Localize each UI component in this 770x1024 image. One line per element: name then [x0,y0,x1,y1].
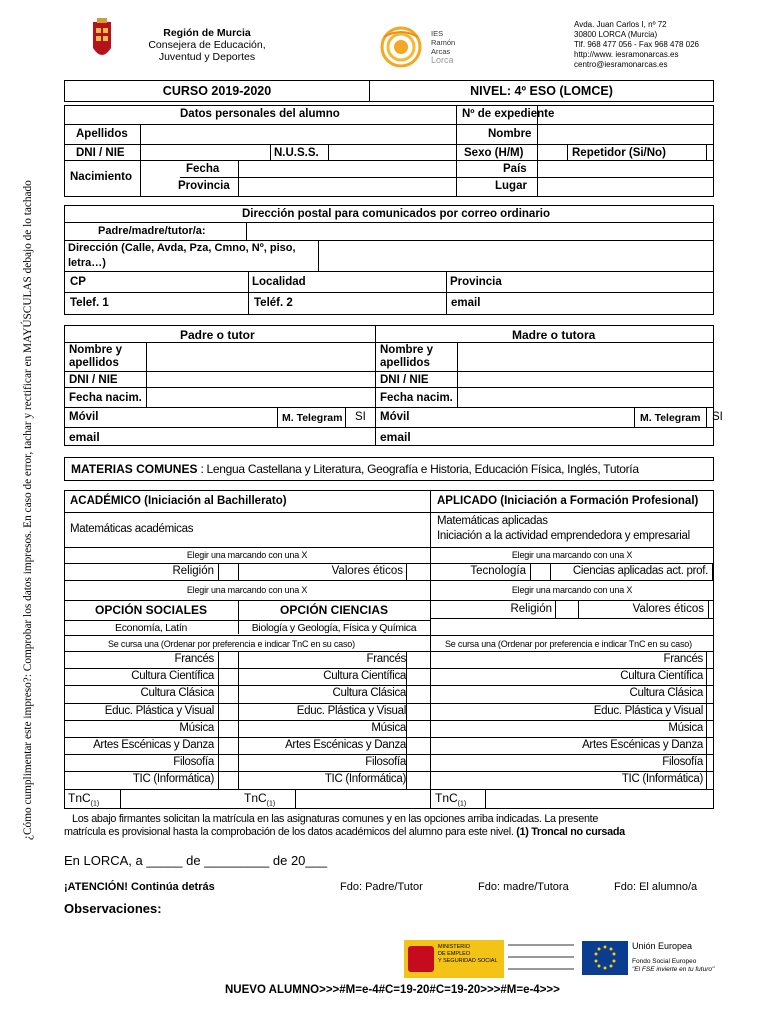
aplicado-tecnologia: Tecnología [470,565,526,577]
row-divider [64,754,714,755]
academico-ciencias-optativa: Educ. Plástica y Visual [296,704,406,717]
madre-fecha-field[interactable] [458,388,713,406]
apellidos-label: Apellidos [76,128,128,140]
date-line: En LORCA, a _____ de _________ de 20___ [64,853,328,868]
school-address [574,20,699,70]
region-title: Región de Murcia [163,27,251,39]
academico-ciencias-optativa: Francés [366,653,406,665]
school-logo-line4: Lorca [431,55,454,65]
address-line1: Avda. Juan Carlos I, nº 72 [574,20,667,29]
aplicado-optativa: Educ. Plástica y Visual [593,704,703,717]
tnc-sub: (1) [90,800,100,808]
notice-line1: Los abajo firmantes solicitan la matrícula en las asignaturas comunes y en las opciones arriba indicadas. La presente [72,813,599,825]
padre-telegram-label: M. Telegram [282,412,343,424]
madre-telegram-si[interactable]: SI [712,411,723,423]
aplicado-elegir-1: Elegir una marcando con una X [511,550,633,560]
telef1-field[interactable] [120,293,247,314]
tnc-label: TnC [68,791,91,805]
repetidor-label: Repetidor (Si/No) [572,147,666,159]
academico-ciencias-optativa: Filosofía [365,756,406,769]
madre-nombre-label [380,344,433,370]
academico-ciencias-optativa: Artes Escénicas y Danza [285,739,406,751]
aplicado-religion-checkbox[interactable] [556,601,577,617]
expediente-field[interactable] [538,106,713,124]
optativa-order-field[interactable] [407,652,425,667]
school-logo-line1: IES [431,29,444,38]
lugar-label: Lugar [495,180,527,192]
nuss-label: N.U.S.S. [274,147,319,159]
academico-valores: Valores éticos [331,565,403,577]
row-divider [64,720,714,721]
address-provincia-label: Provincia [450,276,502,288]
row-divider [64,703,714,704]
academico-religion-checkbox[interactable] [219,564,237,579]
column-divider [406,651,407,789]
aplicado-optativa: Artes Escénicas y Danza [582,739,703,751]
atencion-label: ¡ATENCIÓN! Continúa detrás [64,881,215,893]
madre-email-label: email [380,430,411,444]
direccion-label-line1: Dirección (Calle, Avda, Pza, Cmno, Nº, piso, [68,242,296,254]
opcion-ciencias: OPCIÓN CIENCIAS [279,603,388,617]
apellidos-field[interactable] [141,125,455,143]
tnc-sub: (1) [266,800,276,808]
address-email-field[interactable] [490,293,713,314]
gobierno-line1: MINISTERIO [438,944,471,950]
academico-sociales-optativa: Cultura Clásica [140,687,214,700]
optativa-order-field[interactable] [407,704,425,719]
aplicado-optativa: Cultura Científica [620,670,703,683]
madre-telegram-label: M. Telegram [640,412,701,424]
optativa-order-field[interactable] [219,686,237,701]
padre-label: Padre/madre/tutor/a: [98,225,206,237]
academico-valores-checkbox[interactable] [407,564,429,579]
padre-nombre-line1: Nombre y [69,344,123,356]
row-divider [64,685,714,686]
fdo-padre: Fdo: Padre/Tutor [340,881,423,893]
optativa-order-field[interactable] [407,669,425,684]
gobierno-text [438,944,498,965]
academico-ciencias-optativa: Cultura Científica [323,670,406,683]
consejeria-line2: Juventud y Deportes [158,51,256,63]
curso-label: CURSO 2019-2020 [64,80,370,102]
fse-slogan: "El FSE invierte en tu futuro" [632,966,715,973]
academico-ciencias-optativa: Cultura Clásica [332,687,406,700]
matematicas-academicas: Matemáticas académicas [70,523,194,535]
row-divider [64,737,714,738]
madre-fecha-label: Fecha nacim. [380,392,453,404]
localidad-label: Localidad [252,276,306,288]
materias-text: : Lengua Castellana y Literatura, Geografía e Historia, Educación Física, Inglés, Tutoría [197,462,639,476]
provincia-label: Provincia [178,180,230,192]
nuss-field[interactable] [329,145,455,160]
dni-field[interactable] [141,145,269,160]
opcion-sociales: OPCIÓN SOCIALES [94,603,207,617]
row-divider [64,771,714,772]
tnc-sub: (1) [457,800,467,808]
school-logo-line3: Arcas [431,47,451,56]
madre-nombre-line1: Nombre y [380,344,434,356]
optativa-order-field[interactable] [219,704,237,719]
telef2-field[interactable] [300,293,445,314]
materias-label: MATERIAS COMUNES [71,462,198,476]
padre-email-field[interactable] [110,428,374,445]
optativa-order-field[interactable] [407,721,425,736]
address-provincia-field[interactable] [510,272,713,291]
cp-field[interactable] [110,272,247,291]
observaciones-label: Observaciones: [64,901,162,916]
optativa-order-field[interactable] [219,772,237,787]
fecha-nacimiento-field[interactable] [239,161,455,176]
aplicado-valores: Valores éticos [632,603,704,615]
column-divider [706,651,707,789]
optativa-order-field[interactable] [407,772,425,787]
consejeria-line1: Consejera de Educación, [148,39,266,51]
sexo-field[interactable] [538,145,566,160]
pais-label: País [503,163,527,175]
address-line4: http://www. iesramonarcas.es [574,50,679,59]
union-europea: Unión Europea [632,941,693,951]
address-line2: 30800 LORCA (Murcia) [574,30,658,39]
telef1-label: Telef. 1 [70,297,109,309]
madre-dni-label: DNI / NIE [380,374,429,386]
cp-label: CP [70,276,86,288]
direccion-field[interactable] [319,241,713,270]
telef2-label: Teléf. 2 [254,297,293,309]
fdo-madre: Fdo: madre/Tutora [478,881,569,893]
notice-bold: (1) Troncal no cursada [513,826,625,838]
lugar-field[interactable] [538,178,713,196]
nacimiento-label: Nacimiento [70,171,132,183]
pais-field[interactable] [538,161,713,176]
academico-sociales-optativa: Educ. Plástica y Visual [104,704,214,717]
personal-title: Datos personales del alumno [180,108,340,120]
dni-label: DNI / NIE [76,147,125,159]
academico-ciencias-optativa: Música [371,721,406,734]
sexo-label: Sexo (H/M) [464,147,524,159]
iniciacion-emprendedora: Iniciación a la actividad emprendedora y empresarial [437,530,690,542]
padre-title: Padre o tutor [180,328,255,342]
aplicado-optativa: Música [668,721,703,734]
school-sun-logo [378,25,426,69]
aplicado-religion: Religión [510,603,552,615]
aplicado-optativa: Francés [663,653,703,665]
academico-sociales-optativa: Francés [174,653,214,665]
nombre-field[interactable] [538,125,713,143]
eu-flag-icon [582,941,628,975]
academico-sociales-optativa: Filosofía [173,756,214,769]
sidebar-instructions: ¿Cómo cumplimentar este impreso?: Comprobar los datos impresos. En caso de error, tachar y rectificar en MAYÚSCULAS debajo de lo tachado [22,180,34,840]
localidad-field[interactable] [318,272,445,291]
academico-elegir-1: Elegir una marcando con una X [186,550,308,560]
madre-title: Madre o tutora [512,328,596,342]
padre-dni-label: DNI / NIE [69,374,118,386]
gobierno-line3: Y SEGURIDAD SOCIAL [438,958,498,964]
optativa-order-field[interactable] [219,755,237,770]
padre-telegram-si[interactable]: SI [355,411,366,423]
aplicado-optativa: Filosofía [662,756,703,769]
column-divider [218,651,219,789]
barcode-text: NUEVO ALUMNO>>>#M=e-4#C=19-20#C=19-20>>>#M=e-4>>> [225,984,560,996]
ministry-sub-logo [508,940,574,978]
fondo-social: Fondo Social Europeo [632,958,697,965]
notice-line2-text: matrícula es provisional hasta la comprobación de los datos académicos del alumno para este nivel. [64,826,514,838]
school-logo-text [431,29,455,65]
academico-sociales-tnc [68,791,99,807]
aplicado-tnc [435,791,466,807]
madre-nombre-line2: apellidos [380,357,430,369]
aplicado-valores-checkbox[interactable] [709,601,713,617]
optativa-order-field[interactable] [219,652,237,667]
matematicas-aplicadas: Matemáticas aplicadas [437,515,548,527]
provincia-nacimiento-field[interactable] [239,178,455,196]
optativa-order-field[interactable] [219,738,237,753]
padre-dni-field[interactable] [147,372,374,386]
padre-nombre-line2: apellidos [69,357,119,369]
aplicado-title: APLICADO (Iniciación a Formación Profesional) [437,495,699,507]
materias-comunes [64,457,714,481]
column-divider [238,651,239,789]
padre-email-label: email [69,430,100,444]
padre-fecha-label: Fecha nacim. [69,392,142,404]
academico-sociales-optativa: Cultura Científica [131,670,214,683]
academico-se-cursa: Se cursa una (Ordenar por preferencia e indicar TnC en su caso) [108,639,355,649]
row-divider [64,668,714,669]
optativa-order-field[interactable] [407,738,425,753]
academico-ciencias-optativa: TIC (Informática) [324,773,406,786]
optativa-order-field[interactable] [219,721,237,736]
spain-government-logo [404,940,504,978]
madre-nombre-field[interactable] [458,343,713,370]
academico-religion: Religión [172,565,214,577]
tnc-label: TnC [435,791,458,805]
academico-title: ACADÉMICO (Iniciación al Bachillerato) [70,495,287,507]
padre-movil-field[interactable] [147,408,276,426]
address-title: Dirección postal para comunicados por correo ordinario [242,208,551,220]
aplicado-ciencias: Ciencias aplicadas act. prof. [572,565,708,577]
aplicado-se-cursa: Se cursa una (Ordenar por preferencia e indicar TnC en su caso) [445,639,692,649]
tnc-label: TnC [244,791,267,805]
madre-movil-field[interactable] [458,408,633,426]
gobierno-line2: DE EMPLEO [438,951,471,957]
address-email-label: email [451,297,481,309]
optativa-order-field[interactable] [219,669,237,684]
academico-sociales-optativa: TIC (Informática) [132,773,214,786]
aplicado-optativa: TIC (Informática) [621,773,703,786]
optativa-order-field[interactable] [407,686,425,701]
sociales-materia: Economía, Latín [115,622,187,634]
murcia-coat-of-arms-logo [89,18,115,62]
aplicado-optativa: Cultura Clásica [629,687,703,700]
address-line3: Tlf. 968 477 056 - Fax 968 478 026 [574,40,699,49]
fdo-alumno: Fdo: El alumno/a [614,881,698,893]
expediente-label: Nº de expediente [462,108,555,120]
notice-line2 [64,826,625,838]
nivel-label: NIVEL: 4º ESO (LOMCE) [369,80,714,102]
address-line5: centro@iesramonarcas.es [574,60,668,69]
aplicado-elegir-2: Elegir una marcando con una X [511,585,633,595]
padre-fecha-field[interactable] [147,388,374,406]
optativa-order-field[interactable] [407,755,425,770]
ciencias-materia: Biología y Geología, Física y Química [251,622,417,634]
padre-movil-label: Móvil [69,411,99,423]
academico-sociales-optativa: Artes Escénicas y Danza [93,739,214,751]
fecha-label: Fecha [186,163,220,175]
padre-field[interactable] [247,223,713,239]
academico-ciencias-tnc [244,791,275,807]
padre-nombre-label [69,344,122,370]
aplicado-tecnologia-checkbox[interactable] [531,564,549,579]
madre-dni-field[interactable] [458,372,713,386]
padre-nombre-field[interactable] [147,343,374,370]
nombre-label: Nombre [488,128,532,140]
academico-elegir-2: Elegir una marcando con una X [186,585,308,595]
madre-movil-label: Móvil [380,411,410,423]
madre-email-field[interactable] [420,428,713,445]
school-logo-line2: Ramón [431,38,456,47]
academico-sociales-optativa: Música [179,721,214,734]
direccion-label-line2: letra…) [68,257,106,269]
